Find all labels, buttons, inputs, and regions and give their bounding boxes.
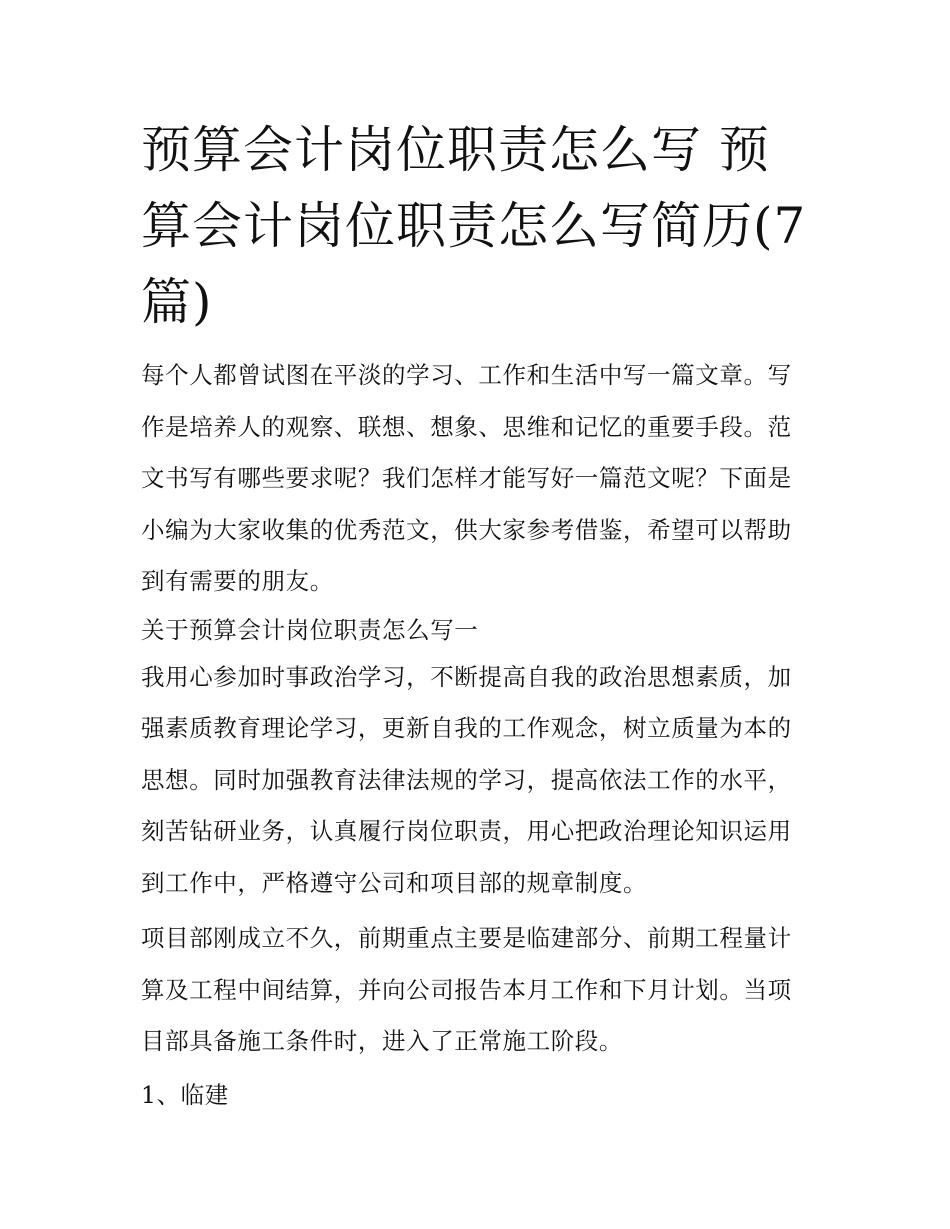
document-title: 预算会计岗位职责怎么写 预算会计岗位职责怎么写简历(7篇) (141, 121, 807, 331)
body-paragraph: 项目部刚成立不久，前期重点主要是临建部分、前期工程量计算及工程中间结算，并向公司报告本月工作和下月计划。当项目部具备施工条件时，进入了正常施工阶段。 (141, 924, 792, 1055)
body-paragraph: 我用心参加时事政治学习，不断提高自我的政治思想素质，加强素质教育理论学习，更新自我的工作观念，树立质量为本的思想。同时加强教育法律法规的学习，提高依法工作的水平，刻苦钻研业务，认真履行岗位职责，用心把政治理论知识运用到工作中，严格遵守公司和项目部的规章制度。 (141, 662, 792, 897)
numbered-item: 1、临建 (141, 1080, 229, 1109)
section-heading: 关于预算会计岗位职责怎么写一 (141, 615, 479, 644)
document-body (141, 112, 813, 1121)
intro-paragraph: 每个人都曾试图在平淡的学习、工作和生活中写一篇文章。写作是培养人的观察、联想、想象、思维和记忆的重要手段。范文书写有哪些要求呢？我们怎样才能写好一篇范文呢？下面是小编为大家收集的优秀范文，供大家参考借鉴，希望可以帮助到有需要的朋友。 (141, 361, 792, 595)
